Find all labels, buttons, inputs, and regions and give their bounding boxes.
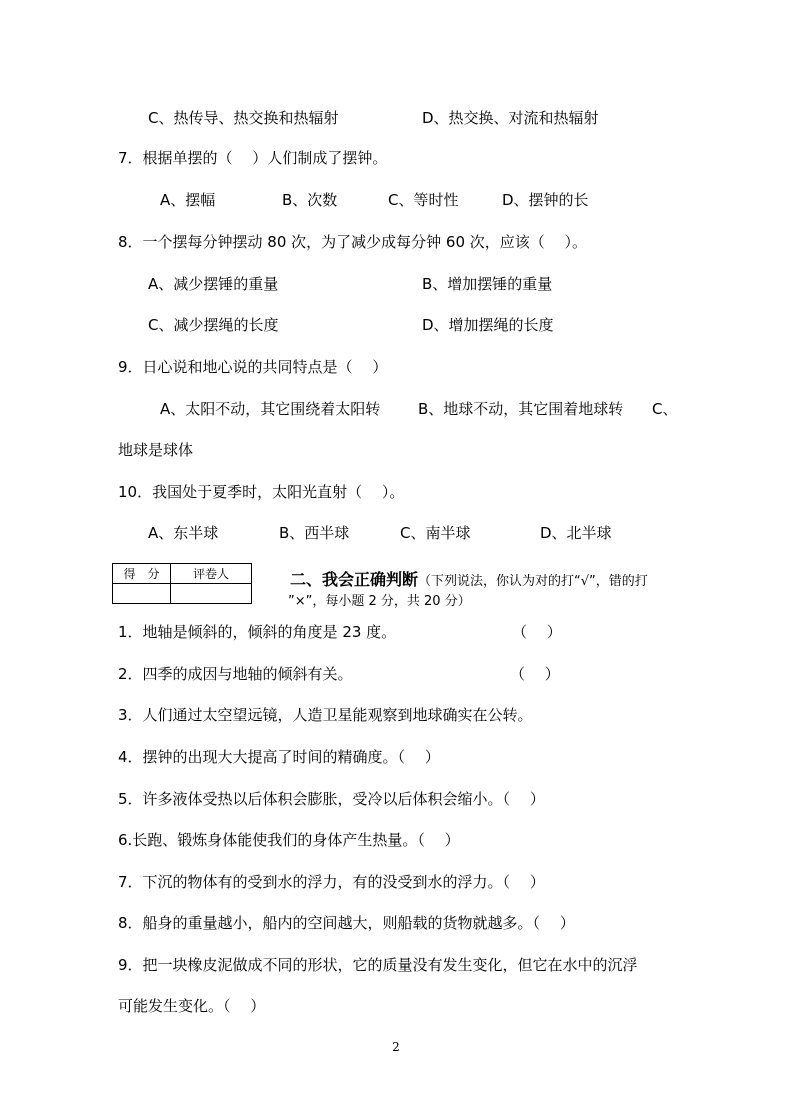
judgement-9-continued: 可能发生变化。（ ） xyxy=(118,997,266,1015)
q8-option-a: A、减少摆锤的重量 xyxy=(148,275,279,293)
judgement-2-paren[interactable]: （ ） xyxy=(510,665,560,683)
q7-option-b: B、次数 xyxy=(282,191,338,209)
q9-option-c-end: 地球是球体 xyxy=(118,441,194,459)
grader-label: 评卷人 xyxy=(171,564,252,584)
judgement-2: 2．四季的成因与地轴的倾斜有关。 xyxy=(118,665,353,683)
q9-option-c-start: C、 xyxy=(652,400,678,418)
q10-option-b: B、西半球 xyxy=(279,524,350,542)
q9-stem: 9．日心说和地心说的共同特点是（ ） xyxy=(118,358,388,376)
q9-option-a: A、太阳不动，其它围绕着太阳转 xyxy=(160,400,381,418)
q8-stem: 8．一个摆每分钟摆动 80 次，为了减少成每分钟 60 次，应该（ ）。 xyxy=(118,233,588,251)
page-number: 2 xyxy=(392,1040,400,1054)
q9-option-b: B、地球不动，其它围着地球转 xyxy=(418,400,624,418)
judgement-6: 6.长跑、锻炼身体能使我们的身体产生热量。（ ） xyxy=(118,831,460,849)
judgement-7: 7．下沉的物体有的受到水的浮力，有的没受到水的浮力。（ ） xyxy=(118,873,545,891)
q10-option-a: A、东半球 xyxy=(148,524,219,542)
q7-option-d: D、摆钟的长 xyxy=(502,191,589,209)
score-label: 得 分 xyxy=(113,564,171,584)
q10-stem: 10．我国处于夏季时，太阳光直射（ ）。 xyxy=(118,483,405,501)
section-2-title: 二、我会正确判断 xyxy=(290,570,419,589)
section-2-note-line2: ”×”，每小题 2 分，共 20 分） xyxy=(288,594,471,609)
q10-option-d: D、北半球 xyxy=(540,524,612,542)
q8-option-b: B、增加摆锤的重量 xyxy=(422,275,553,293)
q6-option-c: C、热传导、热交换和热辐射 xyxy=(148,109,339,127)
judgement-8: 8．船身的重量越小，船内的空间越大，则船载的货物就越多。（ ） xyxy=(118,914,575,932)
grader-cell[interactable] xyxy=(171,584,252,604)
judgement-1: 1．地轴是倾斜的，倾斜的角度是 23 度。 xyxy=(118,623,397,641)
q7-option-a: A、摆幅 xyxy=(160,191,216,209)
q7-stem: 7．根据单摆的（ ）人们制成了摆钟。 xyxy=(118,149,388,167)
section-2-note-line1: （下列说法，你认为对的打“√”，错的打 xyxy=(418,574,648,589)
score-table xyxy=(112,563,252,604)
judgement-5: 5．许多液体受热以后体积会膨胀，受冷以后体积会缩小。（ ） xyxy=(118,790,545,808)
q8-option-d: D、增加摆绳的长度 xyxy=(422,316,554,334)
score-cell[interactable] xyxy=(113,584,171,604)
q6-option-d: D、热交换、对流和热辐射 xyxy=(422,109,599,127)
judgement-3: 3．人们通过太空望远镜，人造卫星能观察到地球确实在公转。 xyxy=(118,706,533,724)
q8-option-c: C、减少摆绳的长度 xyxy=(148,316,279,334)
judgement-4: 4．摆钟的出现大大提高了时间的精确度。（ ） xyxy=(118,748,440,766)
judgement-9: 9．把一块橡皮泥做成不同的形状，它的质量没有发生变化，但它在水中的沉浮 xyxy=(118,956,638,974)
section-2-heading xyxy=(290,569,648,593)
q7-option-c: C、等时性 xyxy=(388,191,459,209)
judgement-1-paren[interactable]: （ ） xyxy=(512,623,562,641)
q10-option-c: C、南半球 xyxy=(400,524,471,542)
